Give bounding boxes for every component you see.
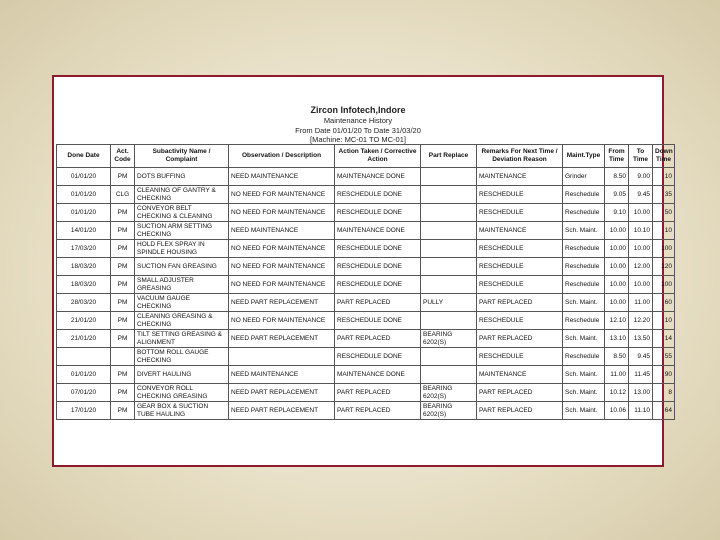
table-cell: CLEANING OF GANTRY & CHECKING [135,186,229,204]
table-cell: 21/01/20 [57,330,111,348]
table-cell: CLG [111,186,135,204]
table-cell: SUCTION ARM SETTING CHECKING [135,222,229,240]
table-row [57,186,675,204]
table-row [57,168,675,186]
table-cell [421,204,477,222]
table-header-row [57,145,675,168]
table-cell: Reschedule [563,240,605,258]
table-cell [421,186,477,204]
table-cell: BEARING 6202(S) [421,402,477,420]
table-cell: PULLY [421,294,477,312]
table-cell [421,366,477,384]
table-cell: BEARING 6202(S) [421,330,477,348]
table-cell: 13.00 [629,384,653,402]
table-cell: MAINTENANCE [477,168,563,186]
table-cell: RESCHEDULE [477,258,563,276]
table-cell: 01/01/20 [57,168,111,186]
table-cell: 12.20 [629,312,653,330]
table-row [57,258,675,276]
table-cell: PM [111,276,135,294]
table-cell: PART REPLACED [335,294,421,312]
table-cell: 9.05 [605,186,629,204]
table-cell: BOTTOM ROLL GAUGE CHECKING [135,348,229,366]
table-cell: Reschedule [563,186,605,204]
table-cell: 9.45 [629,348,653,366]
table-cell: 18/03/20 [57,258,111,276]
table-cell: 01/01/20 [57,204,111,222]
table-cell: 10 [653,312,675,330]
table-cell: 90 [653,366,675,384]
maintenance-history-table [56,144,675,420]
table-cell: CONVEYOR ROLL CHECKING GREASING [135,384,229,402]
table-cell: PM [111,330,135,348]
table-cell: SUCTION FAN GREASING [135,258,229,276]
table-cell: Sch. Maint. [563,366,605,384]
table-cell: 10.00 [605,294,629,312]
table-row [57,366,675,384]
col-header: Remarks For Next Time / Deviation Reason [477,145,563,168]
table-cell: RESCHEDULE DONE [335,186,421,204]
table-cell: PM [111,258,135,276]
table-cell: Sch. Maint. [563,330,605,348]
table-cell: RESCHEDULE DONE [335,276,421,294]
table-cell [421,258,477,276]
table-cell: 10.00 [605,222,629,240]
table-cell: Grinder [563,168,605,186]
table-cell: RESCHEDULE [477,240,563,258]
table-row [57,222,675,240]
table-cell: 13.50 [629,330,653,348]
table-cell: MAINTENANCE DONE [335,366,421,384]
table-cell: PM [111,384,135,402]
company-name: Zircon Infotech,Indore [310,105,406,115]
table-cell: PART REPLACED [335,402,421,420]
table-cell: SMALL ADJUSTER GREASING [135,276,229,294]
table-cell: 18/03/20 [57,276,111,294]
report-header [54,105,662,145]
table-cell: 17/03/20 [57,240,111,258]
table-row [57,384,675,402]
table-cell: PM [111,204,135,222]
table-cell: NEED PART REPLACEMENT [229,402,335,420]
col-header: Act. Code [111,145,135,168]
report-frame [52,75,673,467]
table-cell: PART REPLACED [477,294,563,312]
col-header: Part Replace [421,145,477,168]
table-cell: 8 [653,384,675,402]
table-cell: PM [111,366,135,384]
table-cell: RESCHEDULE DONE [335,240,421,258]
table-cell: DIVERT HAULING [135,366,229,384]
table-cell: PM [111,168,135,186]
table-cell: PM [111,240,135,258]
table-cell: 10.00 [605,258,629,276]
table-cell: RESCHEDULE [477,276,563,294]
col-header: Down Time [653,145,675,168]
table-cell: PART REPLACED [477,384,563,402]
table-cell: 10.00 [629,240,653,258]
table-cell: NEED PART REPLACEMENT [229,294,335,312]
table-cell: 10.00 [605,276,629,294]
table-row [57,204,675,222]
table-cell: NEED PART REPLACEMENT [229,330,335,348]
table-cell: NEED MAINTENANCE [229,222,335,240]
table-cell [421,222,477,240]
table-cell: NEED MAINTENANCE [229,168,335,186]
table-cell: 01/01/20 [57,186,111,204]
table-cell: PM [111,222,135,240]
table-cell: 17/01/20 [57,402,111,420]
table-cell: 21/01/20 [57,312,111,330]
table-cell: NO NEED FOR MAINTENANCE [229,186,335,204]
table-cell: Sch. Maint. [563,222,605,240]
table-cell: NEED PART REPLACEMENT [229,384,335,402]
table-cell: Sch. Maint. [563,384,605,402]
table-cell: RESCHEDULE [477,204,563,222]
table-cell: 28/03/20 [57,294,111,312]
table-cell: PART REPLACED [335,384,421,402]
table-cell: RESCHEDULE DONE [335,312,421,330]
col-header: To Time [629,145,653,168]
table-cell: RESCHEDULE [477,348,563,366]
table-cell: RESCHEDULE DONE [335,204,421,222]
table-cell: 12.10 [605,312,629,330]
table-cell: NO NEED FOR MAINTENANCE [229,258,335,276]
table-cell: TILT SETTING GREASING & ALIGNMENT [135,330,229,348]
table-cell [421,348,477,366]
table-cell: 10 [653,168,675,186]
table-cell: VACUUM GAUGE CHECKING [135,294,229,312]
table-cell: DOTS BUFFING [135,168,229,186]
table-cell: NO NEED FOR MAINTENANCE [229,240,335,258]
table-cell: 64 [653,402,675,420]
table-cell [57,348,111,366]
table-cell: 01/01/20 [57,366,111,384]
table-cell: NO NEED FOR MAINTENANCE [229,312,335,330]
table-cell: 11.10 [629,402,653,420]
table-cell: 100 [653,276,675,294]
table-cell: 10.00 [629,276,653,294]
table-row [57,294,675,312]
table-cell: 12.00 [629,258,653,276]
table-cell: 100 [653,240,675,258]
table-cell [421,276,477,294]
table-cell: 14 [653,330,675,348]
table-cell: 10 [653,222,675,240]
table-cell: 10.12 [605,384,629,402]
table-cell: 8.50 [605,168,629,186]
table-cell [421,168,477,186]
date-range: From Date 01/01/20 To Date 31/03/20 [295,125,421,135]
table-cell: 11.00 [629,294,653,312]
table-cell: PM [111,312,135,330]
table-cell: CONVEYOR BELT CHECKING & CLEANING [135,204,229,222]
table-cell: Sch. Maint. [563,294,605,312]
table-cell: 11.45 [629,366,653,384]
table-cell: 10.10 [629,222,653,240]
table-cell: PART REPLACED [477,402,563,420]
report-subtitle: Maintenance History [323,116,393,125]
table-row [57,276,675,294]
table-cell: 9.10 [605,204,629,222]
table-cell: 10.00 [629,204,653,222]
table-cell [111,348,135,366]
table-cell: 60 [653,294,675,312]
table-row [57,402,675,420]
table-cell: RESCHEDULE DONE [335,348,421,366]
table-cell: PART REPLACED [477,330,563,348]
table-cell: 35 [653,186,675,204]
col-header: Maint.Type [563,145,605,168]
table-cell: 120 [653,258,675,276]
table-cell: GEAR BOX & SUCTION TUBE HAULING [135,402,229,420]
table-row [57,348,675,366]
table-cell: MAINTENANCE DONE [335,222,421,240]
table-cell: RESCHEDULE DONE [335,258,421,276]
table-cell: Reschedule [563,312,605,330]
table-cell [421,240,477,258]
col-header: Action Taken / Corrective Action [335,145,421,168]
table-cell: MAINTENANCE DONE [335,168,421,186]
table-cell: MAINTENANCE [477,366,563,384]
col-header: From Time [605,145,629,168]
table-cell: PM [111,402,135,420]
table-cell: 07/01/20 [57,384,111,402]
table-cell: BEARING 6202(S) [421,384,477,402]
table-row [57,312,675,330]
table-cell: HOLD FLEX SPRAY IN SPINDLE HOUSING [135,240,229,258]
table-cell: PM [111,294,135,312]
table-cell [229,348,335,366]
col-header: Subactivity Name / Complaint [135,145,229,168]
col-header: Done Date [57,145,111,168]
table-cell [421,312,477,330]
table-row [57,330,675,348]
table-cell: RESCHEDULE [477,312,563,330]
table-cell: 10.00 [605,240,629,258]
machine-range: [Machine: MC-01 TO MC-01] [309,135,406,144]
table-cell: 8.50 [605,348,629,366]
table-cell: RESCHEDULE [477,186,563,204]
table-cell: 13.10 [605,330,629,348]
table-cell: 9.45 [629,186,653,204]
table-cell: Sch. Maint. [563,402,605,420]
table-cell: 10.06 [605,402,629,420]
table-cell: Reschedule [563,204,605,222]
table-cell: PART REPLACED [335,330,421,348]
table-cell: NO NEED FOR MAINTENANCE [229,276,335,294]
table-cell: 14/01/20 [57,222,111,240]
table-row [57,240,675,258]
table-cell: NO NEED FOR MAINTENANCE [229,204,335,222]
table-cell: 50 [653,204,675,222]
table-cell: 55 [653,348,675,366]
table-cell: Reschedule [563,258,605,276]
table-cell: MAINTENANCE [477,222,563,240]
table-cell: Reschedule [563,276,605,294]
table-cell: 9.00 [629,168,653,186]
table-cell: 11.00 [605,366,629,384]
table-cell: NEED MAINTENANCE [229,366,335,384]
table-cell: Reschedule [563,348,605,366]
col-header: Observation / Description [229,145,335,168]
table-cell: CLEANING GREASING & CHECKING [135,312,229,330]
